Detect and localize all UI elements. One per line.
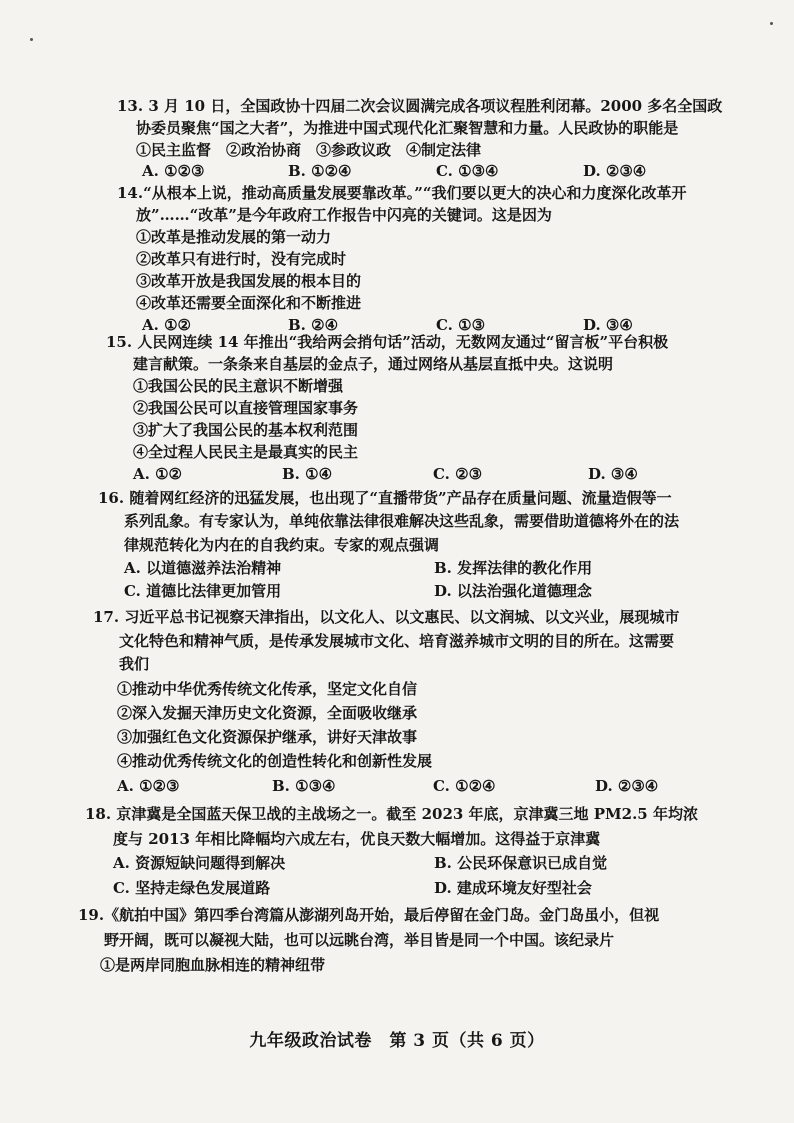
question-number: 18. [85, 805, 112, 823]
option-c: C. ①③④ [436, 162, 499, 180]
question-text-line: 律规范转化为内在的自我约束。专家的观点强调 [124, 536, 440, 554]
option-c: C. ②③ [433, 465, 483, 483]
option-c: C. ①②④ [433, 777, 496, 795]
option-c: C. 道德比法律更加管用 [124, 582, 282, 600]
question-number: 15. [106, 333, 133, 351]
option-b: B. ①②④ [288, 162, 352, 180]
option-b: B. ①③④ [272, 777, 336, 795]
statement-4: ④改革还需要全面深化和不断推进 [136, 294, 362, 312]
statement-1: ①推动中华优秀传统文化传承，坚定文化自信 [117, 680, 418, 698]
question-text-line: “从根本上说，推动高质量发展要靠改革。”“我们要以更大的决心和力度深化改革开 [143, 184, 687, 202]
option-d: D. ②③④ [583, 162, 647, 180]
option-d: D. 以法治强化道德理念 [434, 582, 592, 600]
question-number: 14. [117, 184, 144, 202]
question-text-line: 放”……“改革”是今年政府工作报告中闪亮的关键词。这是因为 [136, 206, 552, 224]
statement-1: ①改革是推动发展的第一动力 [136, 228, 332, 246]
question-text-line: 野开阔，既可以凝视大陆，也可以远眺台湾，举目皆是同一个中国。该纪录片 [104, 931, 615, 949]
statement-4: ④全过程人民民主是最真实的民主 [133, 443, 359, 461]
question-text-line: 我们 [119, 655, 150, 673]
option-a: A. ①②③ [142, 162, 205, 180]
option-c: C. ①③ [436, 316, 486, 334]
question-number: 17. [93, 608, 120, 626]
question-text-line: 《航拍中国》第四季台湾篇从澎湖列岛开始，最后停留在金门岛。金门岛虽小，但视 [104, 906, 660, 924]
option-a: A. 资源短缺问题得到解决 [113, 854, 286, 872]
question-number: 13. [117, 97, 144, 115]
option-d: D. 建成环境友好型社会 [434, 879, 592, 897]
statement-4: ④推动优秀传统文化的创造性转化和创新性发展 [117, 752, 433, 770]
option-a: A. ①② [142, 316, 191, 334]
option-c: C. 坚持走绿色发展道路 [113, 879, 271, 897]
question-text-line: 系列乱象。有专家认为，单纯依靠法律很难解决这些乱象，需要借助道德将外在的法 [124, 512, 680, 530]
statement-1: ①是两岸同胞血脉相连的精神纽带 [100, 956, 326, 974]
question-text-line: 3 月 10 日，全国政协十四届二次会议圆满完成各项议程胜利闭幕。2000 多名全国政 [148, 97, 723, 115]
question-text-line: 习近平总书记视察天津指出，以文化人、以文惠民、以文润城、以文兴业，展现城市 [124, 608, 680, 626]
page-footer: 九年级政治试卷 第 3 页（共 6 页） [249, 1031, 545, 1051]
statement-1: ①我国公民的民主意识不断增强 [133, 377, 344, 395]
statement-3: ③改革开放是我国发展的根本目的 [136, 272, 362, 290]
question-text-line: 京津冀是全国蓝天保卫战的主战场之一。截至 2023 年底，京津冀三地 PM2.5 年均浓 [116, 805, 698, 823]
question-text-line: 随着网红经济的迅猛发展，也出现了“直播带货”产品存在质量问题、流量造假等一 [129, 489, 672, 507]
question-text-line: 协委员聚焦“国之大者”，为推进中国式现代化汇聚智慧和力量。人民政协的职能是 [136, 119, 679, 137]
question-text-line: 人民网连续 14 年推出“我给两会捎句话”活动，无数网友通过“留言板”平台积极 [137, 333, 669, 351]
option-d: D. ②③④ [595, 777, 659, 795]
option-b: B. ①④ [282, 465, 333, 483]
option-d: D. ③④ [583, 316, 633, 334]
statement-2: ②我国公民可以直接管理国家事务 [133, 399, 359, 417]
question-text-line: 度与 2013 年相比降幅均六成左右，优良天数大幅增加。这得益于京津冀 [113, 830, 601, 848]
option-a: A. ①② [133, 465, 182, 483]
option-b: B. 公民环保意识已成自觉 [434, 854, 608, 872]
statement-2: ②改革只有进行时，没有完成时 [136, 250, 347, 268]
question-text-line: 建言献策。一条条来自基层的金点子，通过网络从基层直抵中央。这说明 [133, 355, 614, 373]
scan-speck [770, 22, 773, 25]
statement-3: ③扩大了我国公民的基本权利范围 [133, 421, 359, 439]
question-number: 16. [98, 489, 125, 507]
option-d: D. ③④ [588, 465, 638, 483]
scan-speck [30, 38, 33, 41]
statement-2: ②深入发掘天津历史文化资源，全面吸收继承 [117, 704, 418, 722]
question-text-line: 文化特色和精神气质，是传承发展城市文化、培育滋养城市文明的目的所在。这需要 [119, 632, 675, 650]
question-number: 19. [78, 906, 105, 924]
statement-list: ①民主监督 ②政治协商 ③参政议政 ④制定法律 [136, 141, 482, 159]
option-a: A. 以道德滋养法治精神 [124, 559, 282, 577]
option-b: B. ②④ [288, 316, 339, 334]
statement-3: ③加强红色文化资源保护继承，讲好天津故事 [117, 728, 418, 746]
option-b: B. 发挥法律的教化作用 [434, 559, 593, 577]
option-a: A. ①②③ [117, 777, 180, 795]
